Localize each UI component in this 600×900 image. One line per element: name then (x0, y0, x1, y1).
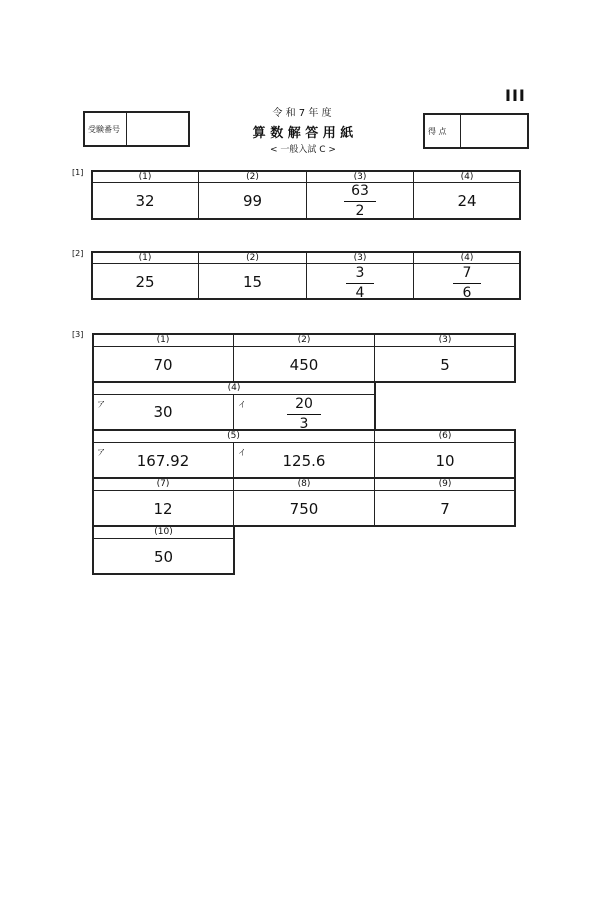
s1-head-3: (3) (353, 172, 367, 182)
section2-label: [2] (72, 249, 84, 258)
era-line: 令 和 7 年 度 (272, 108, 332, 119)
exam-number-label: 受験番号 (88, 125, 120, 134)
s3-head-3: (3) (438, 335, 452, 345)
s2-answer-4-numerator: 7 (462, 265, 472, 281)
section3-label: [3] (72, 330, 84, 339)
page-title: 算 数 解 答 用 紙 (252, 126, 354, 141)
s3-4-i-label: イ (238, 400, 246, 409)
s3-answer-7[interactable]: 12 (153, 500, 173, 518)
exam-number-field[interactable] (128, 113, 188, 145)
s3-head-7: (7) (156, 479, 170, 489)
s2-head-4: (4) (460, 253, 474, 263)
section-mark: III (505, 86, 526, 105)
s3-head-9: (9) (438, 479, 452, 489)
s1-head-2: (2) (246, 172, 259, 182)
s3-answer-5-i[interactable]: 125.6 (282, 452, 326, 470)
s2-head-1: (1) (138, 253, 152, 263)
s2-head-3: (3) (353, 253, 367, 263)
s3-answer-9[interactable]: 7 (440, 500, 450, 518)
section1-label: [1] (72, 168, 84, 177)
s3-answer-3[interactable]: 5 (440, 356, 450, 374)
s2-answer-3-fraction[interactable] (340, 266, 380, 301)
s2-answer-3-denominator: 4 (355, 285, 365, 301)
s3-head-4: (4) (227, 383, 241, 393)
s3-answer-4-i-denominator: 3 (299, 416, 309, 432)
s3-5-a-label: ア (97, 448, 105, 457)
s3-head-6: (6) (438, 431, 452, 441)
s3-head-8: (8) (297, 479, 311, 489)
s1-head-1: (1) (138, 172, 152, 182)
s1-answer-3-numerator: 63 (351, 183, 369, 199)
s1-head-4: (4) (460, 172, 474, 182)
s3-answer-5-a[interactable]: 167.92 (136, 452, 190, 470)
s3-answer-10[interactable]: 50 (153, 548, 174, 566)
s2-answer-4-fraction[interactable] (447, 266, 487, 301)
s3-5-i-label: イ (238, 448, 246, 457)
s3-answer-2[interactable]: 450 (289, 356, 319, 374)
s2-answer-2[interactable]: 15 (242, 273, 263, 291)
page-subtitle: < 一般入試 C > (270, 145, 336, 155)
s2-answer-4-denominator: 6 (462, 285, 472, 301)
s1-answer-2[interactable]: 99 (242, 192, 263, 210)
s3-answer-4-i-fraction[interactable] (284, 397, 324, 432)
s1-answer-3-fraction[interactable] (340, 184, 380, 219)
s2-answer-3-numerator: 3 (355, 265, 365, 281)
s1-answer-1[interactable]: 32 (135, 192, 155, 210)
s3-answer-4-i-numerator: 20 (295, 396, 313, 412)
score-field[interactable] (462, 115, 527, 147)
s3-answer-6[interactable]: 10 (435, 452, 455, 470)
s3-head-5: (5) (227, 431, 240, 441)
s3-answer-1[interactable]: 70 (153, 356, 173, 374)
s3-4-a-label: ア (97, 400, 105, 409)
s2-answer-1[interactable]: 25 (135, 273, 155, 291)
s1-answer-4[interactable]: 24 (457, 192, 477, 210)
s3-head-1: (1) (156, 335, 170, 345)
s2-head-2: (2) (246, 253, 259, 263)
s1-answer-3-denominator: 2 (355, 203, 365, 219)
s3-answer-4-a[interactable]: 30 (153, 403, 173, 421)
s3-head-2: (2) (297, 335, 311, 345)
s3-head-10: (10) (154, 527, 173, 537)
s3-answer-8[interactable]: 750 (289, 500, 319, 518)
score-label: 得 点 (428, 127, 447, 136)
